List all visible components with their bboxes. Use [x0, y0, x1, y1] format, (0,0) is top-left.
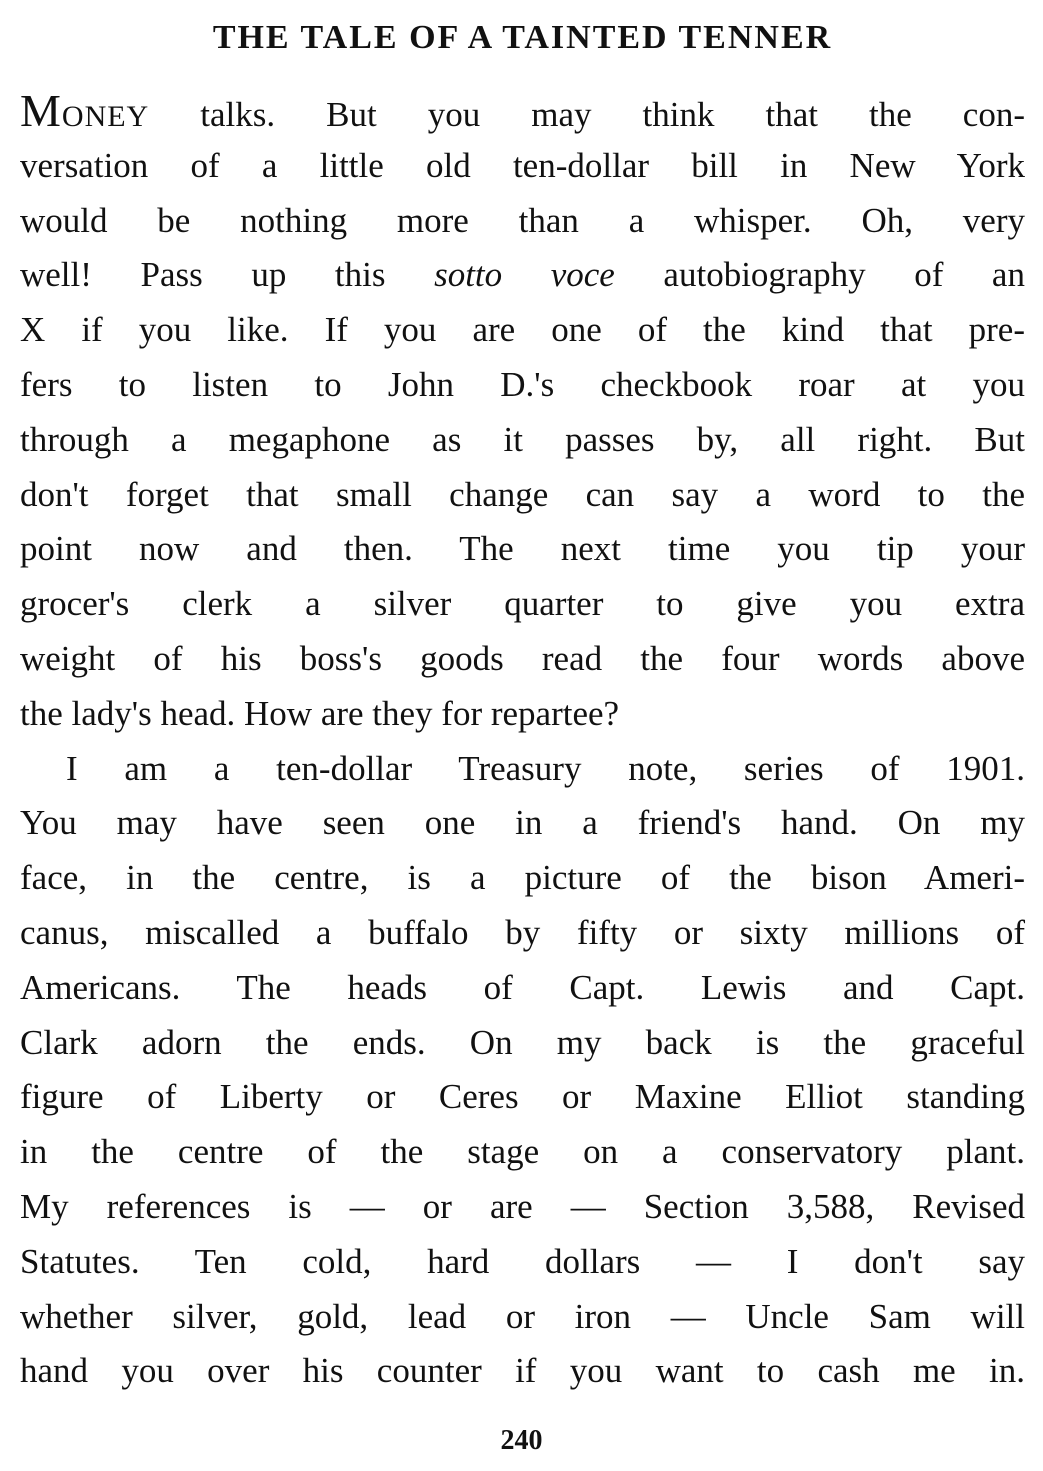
text-line: figure of Liberty or Ceres or Maxine Elliot standing [20, 1077, 1025, 1117]
text-fragment: well! Pass up this [20, 255, 435, 295]
text-line: grocer's clerk a silver quarter to give you extra [20, 584, 1025, 624]
text-line: Clark adorn the ends. On my back is the graceful [20, 1022, 1025, 1062]
text-line: don't forget that small change can say a word to the [20, 474, 1025, 514]
chapter-title: THE TALE OF A TAINTED TENNER [212, 19, 833, 56]
drop-cap: M [20, 85, 62, 136]
text-line: through a megaphone as it passes by, all right. But [20, 419, 1025, 459]
text-line: canus, miscalled a buffalo by fifty or sixty millions of [20, 912, 1025, 952]
italic-phrase: sotto voce [434, 255, 615, 295]
text-line: face, in the centre, is a picture of the bison Ameri- [20, 858, 1025, 898]
text-line [20, 84, 1025, 139]
text-line: Statutes. Ten cold, hard dollars — I don't say [20, 1241, 1025, 1281]
text-line: whether silver, gold, lead or iron — Uncle Sam will [20, 1296, 1025, 1336]
text-line: Americans. The heads of Capt. Lewis and Capt. [20, 967, 1025, 1007]
text-line: in the centre of the stage on a conservatory plant. [20, 1132, 1025, 1172]
text-line: You may have seen one in a friend's hand. On my [20, 803, 1025, 843]
text-line: versation of a little old ten-dollar bill in New York [20, 145, 1025, 185]
text-line: hand you over his counter if you want to cash me in. [20, 1351, 1025, 1391]
page-number: 240 [500, 1425, 543, 1456]
paragraph-1 [20, 84, 1025, 742]
text-fragment: talks. But you may think that the con- [149, 95, 1025, 134]
text-line: My references is — or are — Section 3,588, Revised [20, 1186, 1025, 1226]
text-line: I am a ten-dollar Treasury note, series of 1901. [66, 748, 1025, 788]
page [20, 14, 1025, 1399]
text-line: weight of his boss's goods read the four words above [20, 638, 1025, 678]
text-fragment: autobiography of an [614, 255, 1025, 295]
text-line: would be nothing more than a whisper. Oh, very [20, 200, 1025, 240]
text-line: the lady's head. How are they for repartee? [20, 693, 620, 733]
text-line [20, 248, 1025, 303]
paragraph-2 [20, 742, 1025, 1400]
small-caps: ONEY [61, 100, 150, 133]
text-line: point now and then. The next time you tip your [20, 529, 1025, 569]
text-line: fers to listen to John D.'s checkbook roar at you [20, 364, 1025, 404]
text-line: X if you like. If you are one of the kind that pre- [20, 310, 1025, 350]
